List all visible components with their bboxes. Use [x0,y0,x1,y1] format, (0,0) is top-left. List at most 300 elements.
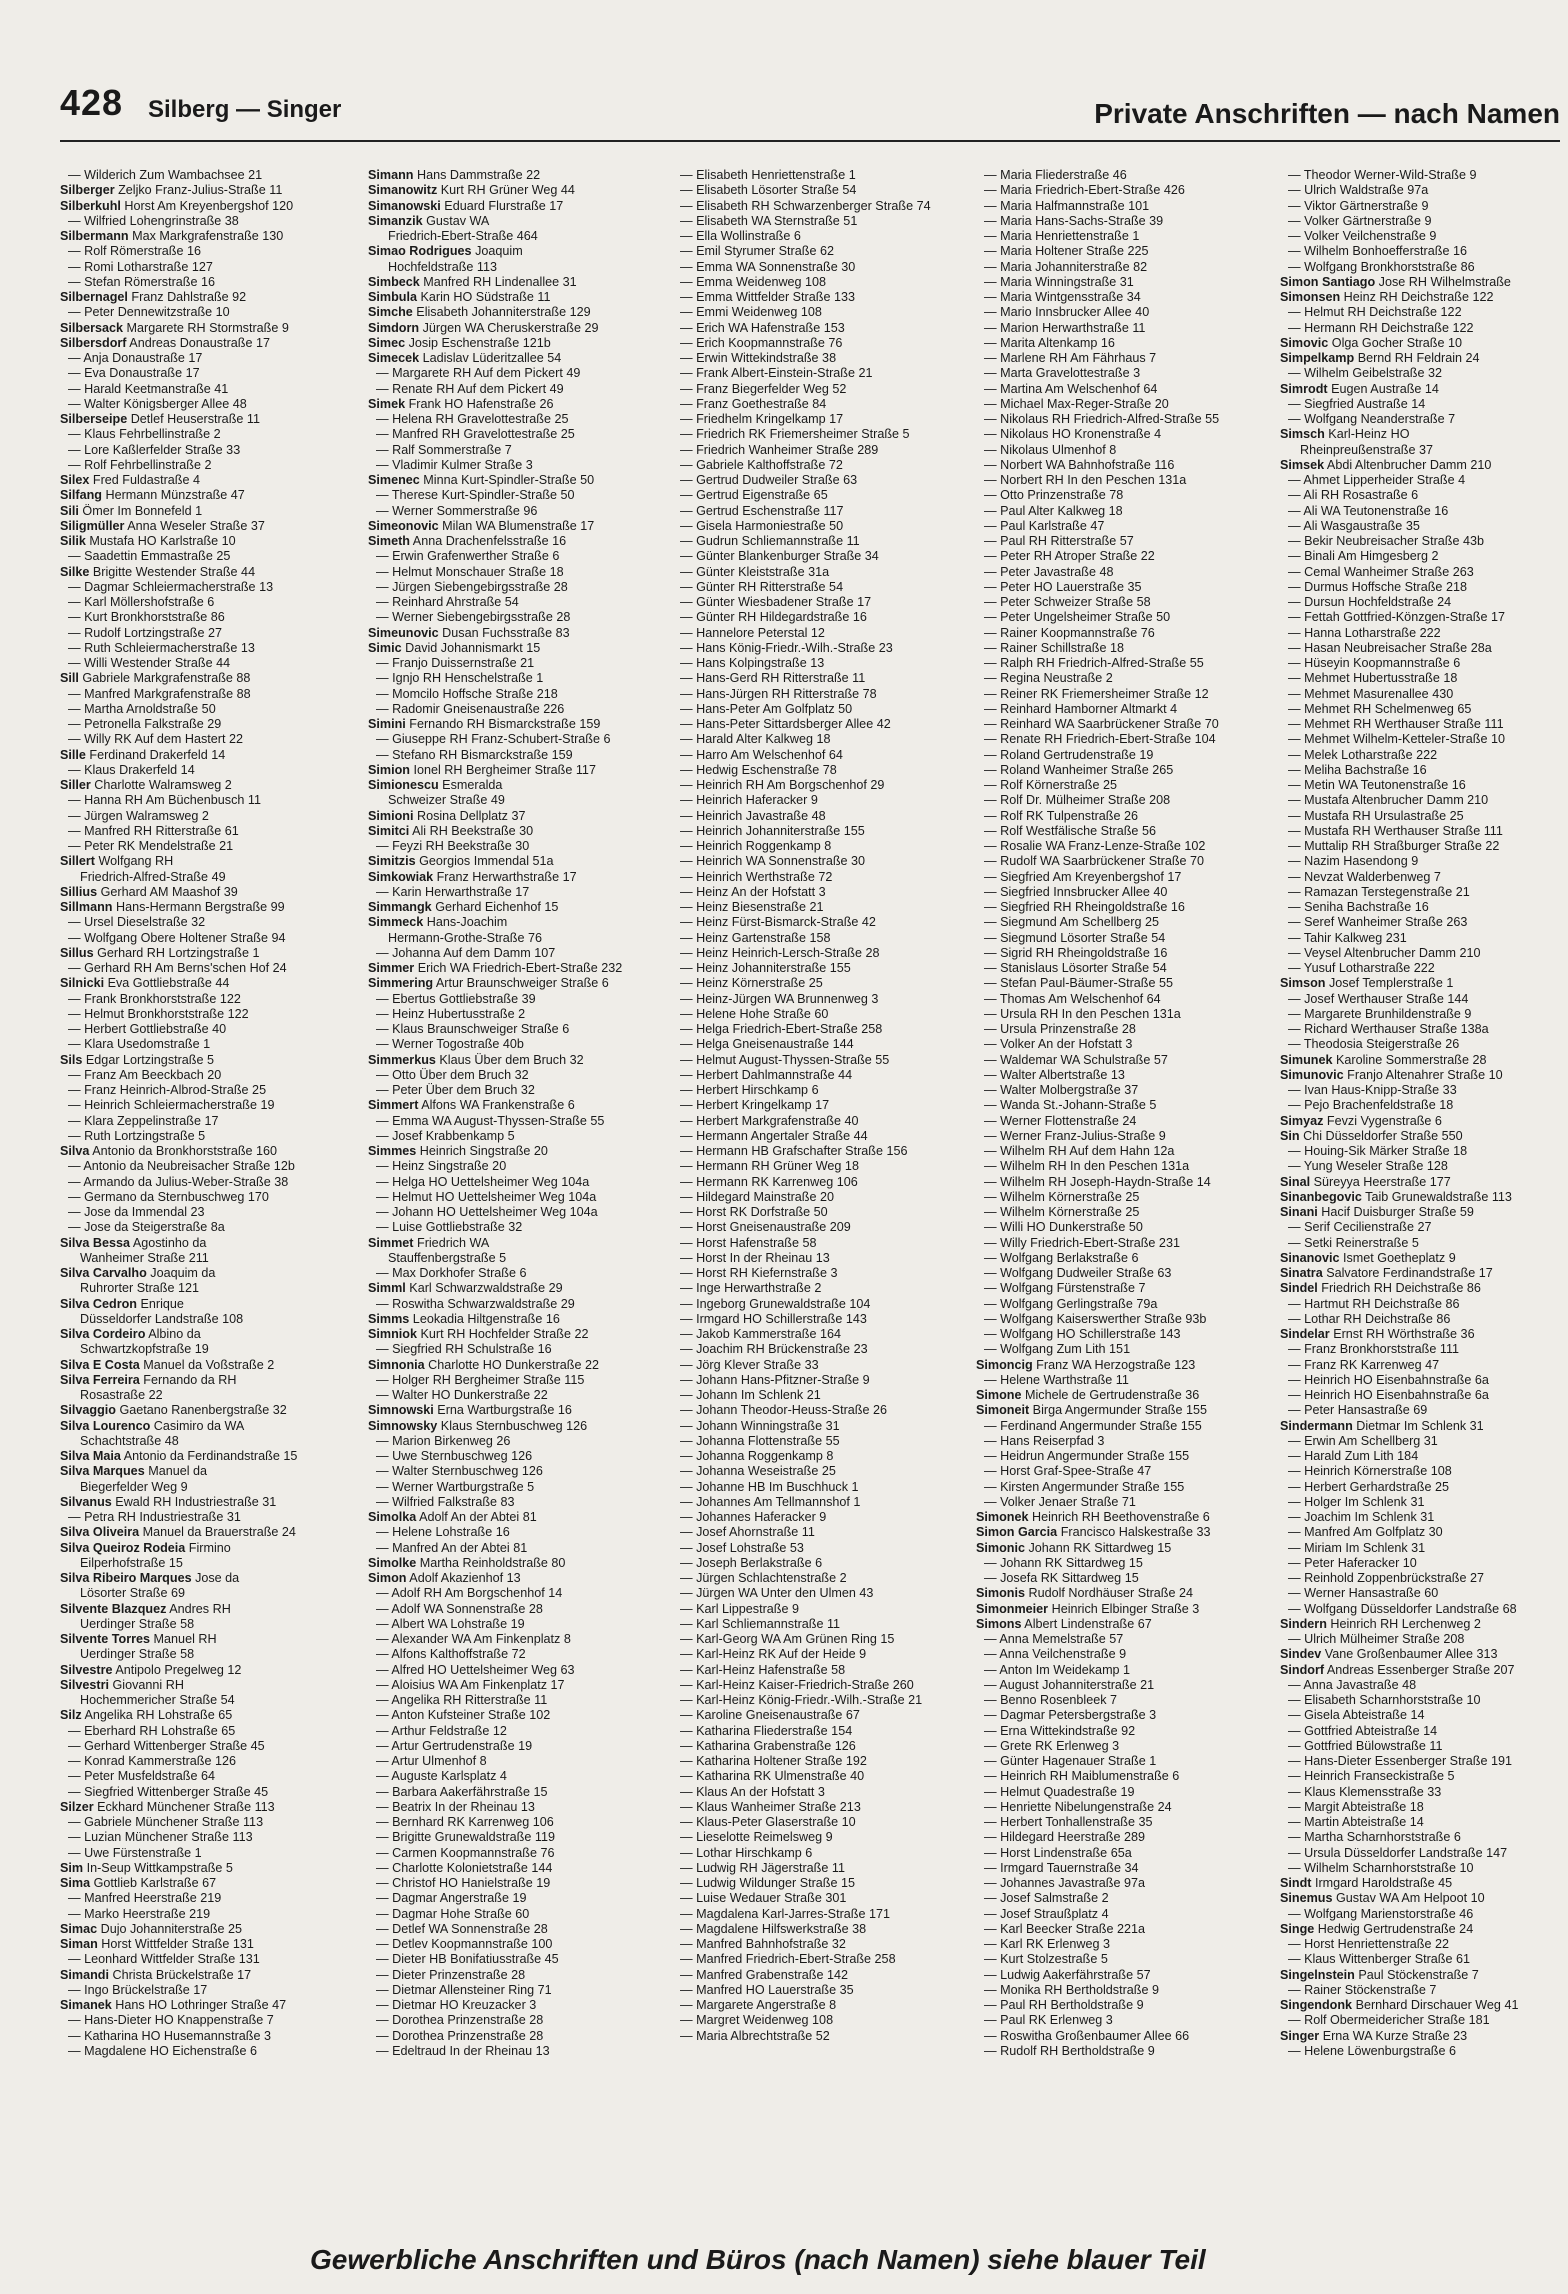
surname: Silbersdorf [60,335,127,350]
directory-entry: — Franz RK Karrenweg 47 [1288,1357,1440,1372]
directory-entry [60,1602,358,1617]
directory-entry: — Emmi Weidenweg 108 [680,305,822,320]
directory-entry: — Setki Reinerstraße 5 [1288,1235,1419,1250]
directory-entry: — Volker Jenaer Straße 71 [984,1494,1136,1509]
directory-entry [368,809,666,824]
directory-entry: — Heinz Heinrich-Lersch-Straße 28 [680,945,880,960]
surname: Simniok [368,1327,417,1341]
directory-entry [60,519,358,534]
directory-entry: — Ludwig Wildunger Straße 15 [680,1876,855,1890]
directory-entry: — Harald Keetmanstraße 41 [68,381,229,396]
directory-entry: — Magdalene HO Eichenstraße 6 [68,2043,257,2058]
directory-entry: — Hannelore Peterstal 12 [680,625,825,640]
directory-entry: — Johann Theodor-Heuss-Straße 26 [680,1403,887,1418]
directory-entry: — Hanna RH Am Büchenbusch 11 [68,793,261,808]
surname: Simitzis [368,854,416,869]
directory-entry: — Ursula RH In den Peschen 131a [984,1006,1181,1021]
directory-entry: — Muttalip RH Straßburger Straße 22 [1288,839,1500,853]
directory-entry: — Heinrich Javastraße 48 [680,808,826,823]
directory-entry: — Siegmund Am Schellberg 25 [984,915,1160,930]
directory-entry: — Kurt Stolzestraße 5 [984,1952,1108,1967]
directory-entry [368,351,666,366]
directory-entry [1280,1053,1560,1068]
directory-entry: — Romi Lotharstraße 127 [68,259,213,274]
directory-entry: — Gottfried Bülowstraße 11 [1288,1738,1443,1753]
entry-details: Taib Grunewaldstraße 113 [1361,1189,1512,1204]
surname: Sillmann [60,900,113,914]
surname: Simionescu [368,778,439,792]
directory-entry [368,626,666,641]
surname: Sinanbegovic [1280,1189,1362,1204]
directory-entry [976,1388,1274,1403]
directory-entry: — Tahir Kalkweg 231 [1288,930,1407,945]
entry-details: Antipolo Pregelweg 12 [112,1662,242,1677]
directory-entry: Stauffenbergstraße 5 [388,1250,507,1265]
directory-entry: — Wolfgang Obere Holtener Straße 94 [68,930,286,945]
directory-entry: — Nevzat Walderbenweg 7 [1288,869,1441,884]
directory-entry: — Herbert Tonhallenstraße 35 [984,1815,1153,1829]
directory-entry [60,1800,358,1815]
entry-details: Manuel da [144,1464,208,1479]
directory-entry: — Katharina Holtener Straße 192 [680,1754,867,1768]
directory-entry [1280,1205,1560,1220]
surname: Simnowsky [368,1418,438,1433]
directory-entry: — Wolfgang Düsseldorfer Landstraße 68 [1288,1601,1517,1616]
surname: Simche [368,305,413,320]
entry-details: Max Markgrafenstraße 130 [128,229,284,243]
entry-details: Eduard Flurstraße 17 [440,198,564,213]
directory-entry [368,1281,666,1296]
directory-entry: — Heidrun Angermunder Straße 155 [984,1449,1190,1463]
directory-entry: — Heinrich RH Am Borgschenhof 29 [680,778,885,792]
directory-entry: — Roland Gertrudenstraße 19 [984,747,1154,762]
entry-details: Manuel da Voßstraße 2 [139,1357,275,1372]
surname: Simmert [368,1098,419,1113]
directory-entry: — Roswitha Großenbaumer Allee 66 [984,2028,1190,2043]
directory-entry: — Friedrich RK Friemersheimer Straße 5 [680,427,910,442]
directory-entry [60,1937,358,1952]
directory-entry [60,1525,358,1540]
directory-entry: — Heinz Biesenstraße 21 [680,900,824,914]
surname: Simonek [976,1510,1029,1524]
directory-entry: — Miriam Im Schlenk 31 [1288,1540,1426,1555]
surname: Simon [368,1571,407,1585]
directory-entry: — Norbert WA Bahnhofstraße 116 [984,457,1175,472]
entry-details: Franz Herwarthstraße 17 [433,869,577,884]
directory-entry: — Heinrich HO Eisenbahnstraße 6a [1288,1372,1489,1387]
directory-entry: — Wolfgang Kaiserswerther Straße 93b [984,1311,1207,1326]
entry-details: Paul Stöckenstraße 7 [1354,1967,1479,1982]
directory-entry: — Rainer Koopmannstraße 76 [984,625,1155,640]
entry-details: Heinrich Singstraße 20 [416,1144,548,1158]
directory-entry: — Werner Siebengebirgsstraße 28 [376,610,571,625]
directory-entry: — Theodosia Steigerstraße 26 [1288,1037,1460,1052]
directory-entry: — Hartmut RH Deichstraße 86 [1288,1296,1460,1311]
directory-entry: — Martina Am Welschenhof 64 [984,381,1158,396]
directory-entry: — Jürgen Schlachtenstraße 2 [680,1571,847,1585]
directory-entry: — Mehmet RH Schelmenweg 65 [1288,701,1472,716]
entry-details: Giovanni RH [109,1677,184,1692]
surname: Silva Lourenco [60,1418,151,1433]
entry-details: Karin HO Südstraße 11 [417,290,551,304]
directory-entry: — Saadettin Emmastraße 25 [68,549,231,564]
entry-details: Alfons WA Frankenstraße 6 [418,1098,575,1113]
directory-entry [60,1708,358,1723]
entry-details: Hans-Joachim [423,915,508,930]
directory-entry [1280,976,1560,991]
directory-entry: — Detlev Koopmannstraße 100 [376,1937,553,1951]
entry-details: Jose RH Wilhelmstraße [1375,274,1511,289]
entry-details: Karoline Sommerstraße 28 [1332,1052,1487,1067]
entry-details: Olga Gocher Straße 10 [1328,335,1462,350]
entry-details: Heinz RH Deichstraße 122 [1340,290,1494,304]
entry-details: Charlotte Walramsweg 2 [90,778,232,792]
entry-details: David Johannismarkt 15 [401,640,541,655]
directory-entry: — Klara Usedomstraße 1 [68,1037,211,1052]
directory-entry [60,1571,358,1586]
directory-entry: — Carmen Koopmannstraße 76 [376,1845,555,1860]
directory-entry: — Herbert Markgrafenstraße 40 [680,1113,859,1128]
surname: Sin [1280,1128,1300,1143]
directory-entry: — Peter Musfeldstraße 64 [68,1769,215,1784]
directory-entry: — Karl Lippestraße 9 [680,1601,799,1616]
entry-details: Gerhard AM Maashof 39 [97,884,238,899]
directory-entry: — Dorothea Prinzenstraße 28 [376,2028,544,2043]
surname: Simons [976,1616,1022,1631]
directory-entry: Rosastraße 22 [80,1388,163,1402]
directory-entry: — Anton Im Weidekamp 1 [984,1662,1131,1677]
directory-entry [60,412,358,427]
directory-entry: — Bekir Neubreisacher Straße 43b [1288,534,1484,548]
surname: Silva Cordeiro [60,1327,146,1341]
directory-entry: — Otto Über dem Bruch 32 [376,1067,529,1082]
directory-entry [1280,351,1560,366]
directory-entry: — Walter Königsberger Allee 48 [68,396,247,411]
directory-entry: — Ralph RH Friedrich-Alfred-Straße 55 [984,656,1204,670]
directory-entry: — Hermann RK Karrenweg 106 [680,1174,858,1189]
entry-details: Elisabeth Johanniterstraße 129 [412,305,591,320]
surname: Simecek [368,351,420,365]
directory-entry: — Ignjo RH Henschelstraße 1 [376,671,544,686]
directory-entry: — Wilfried Falkstraße 83 [376,1494,515,1509]
surname: Silzer [60,1799,94,1814]
directory-entry: — Arthur Feldstraße 12 [376,1723,507,1738]
entry-details: Dusan Fuchsstraße 83 [438,625,570,640]
directory-entry: — Klaus Wanheimer Straße 213 [680,1799,861,1814]
entry-details: Eckhard Münchener Straße 113 [93,1799,275,1814]
directory-entry: — Heinrich WA Sonnenstraße 30 [680,854,866,869]
entry-details: Friedrich WA [413,1235,490,1250]
directory-entry: — Ali WA Teutonenstraße 16 [1288,503,1449,518]
directory-entry: — Rainer Stöckenstraße 7 [1288,1982,1437,1997]
directory-entry: — Volker Veilchenstraße 9 [1288,229,1437,243]
surname: Sindev [1280,1647,1322,1662]
directory-entry [368,168,666,183]
entry-details: Süreyya Heerstraße 177 [1310,1174,1451,1189]
directory-entry: — Helga Gneisenaustraße 144 [680,1037,854,1052]
directory-entry: — Maria Halfmannstraße 101 [984,198,1150,213]
directory-entry: — Grete RK Erlenweg 3 [984,1738,1120,1753]
directory-entry [368,1403,666,1418]
entry-details: Gerhard Eichenhof 15 [431,900,559,914]
surname: Simunovic [1280,1067,1344,1082]
surname: Simao Rodrigues [368,244,472,259]
directory-entry: — Katharina Fliederstraße 154 [680,1723,853,1738]
directory-entry [60,671,358,686]
directory-entry [1280,1647,1560,1662]
directory-entry: — Walter Sternbuschweg 126 [376,1464,543,1479]
entry-details: Bernhard Dirschauer Weg 41 [1352,1998,1519,2012]
directory-entry: Wanheimer Straße 211 [80,1250,209,1265]
directory-entry: — Heinrich Haferacker 9 [680,793,818,808]
directory-entry: — Joachim RH Brückenstraße 23 [680,1342,868,1357]
surname: Simsek [1280,457,1325,472]
directory-entry: — Erich WA Hafenstraße 153 [680,320,845,335]
directory-entry: — Gisela Abteistraße 14 [1288,1708,1425,1723]
directory-entry: — Elisabeth WA Sternstraße 51 [680,213,858,228]
directory-entry: — Albert WA Lohstraße 19 [376,1616,525,1631]
entry-details: Adolf An der Abtei 81 [416,1510,537,1524]
directory-entry [1280,1114,1560,1129]
directory-entry: Hochfeldstraße 113 [388,259,497,274]
directory-entry: — Dagmar Petersbergstraße 3 [984,1708,1157,1723]
entry-details: Manuel RH [150,1632,217,1646]
directory-entry: — Hans Kolpingstraße 13 [680,656,825,670]
directory-entry: — Johanna Weseistraße 25 [680,1464,836,1479]
entry-details: Franz WA Herzogstraße 123 [1032,1357,1196,1372]
surname: Simeth [368,534,410,548]
directory-entry: — Manfred Bahnhofstraße 32 [680,1937,846,1951]
directory-entry: — Thomas Am Welschenhof 64 [984,991,1161,1006]
directory-entry: — Ulrich Mülheimer Straße 208 [1288,1632,1465,1646]
directory-entry: — Ruth Lortzingstraße 5 [68,1128,206,1143]
surname: Simbeck [368,274,420,289]
directory-entry: Schweizer Straße 49 [388,793,505,808]
directory-entry [60,534,358,549]
surname: Simmangk [368,900,432,914]
directory-entry [60,1373,358,1388]
directory-entry: — Wolfgang HO Schillerstraße 143 [984,1327,1181,1341]
directory-entry [60,183,358,198]
directory-entry: — Katharina Grabenstraße 126 [680,1738,856,1753]
directory-entry: — Erwin Am Schellberg 31 [1288,1433,1438,1448]
directory-entry: — Hasan Neubreisacher Straße 28a [1288,640,1492,655]
surname: Singer [1280,2028,1320,2043]
directory-entry: — Helmut HO Uettelsheimer Weg 104a [376,1189,597,1204]
surname: Simmering [368,976,434,991]
surname: Simolke [368,1555,417,1570]
entry-details: Albino da [145,1327,201,1341]
directory-entry: — Reinhold Zoppenbrückstraße 27 [1288,1571,1485,1585]
entry-details: Georgios Immendal 51a [415,854,554,869]
directory-entry: — Volker Gärtnerstraße 9 [1288,213,1432,228]
entry-details: Frank HO Hafenstraße 26 [405,396,554,411]
directory-entry: — Wilhelm Scharnhorststraße 10 [1288,1860,1474,1875]
directory-entry: — Anja Donaustraße 17 [68,351,203,365]
directory-entry: — Maria Johanniterstraße 82 [984,259,1148,274]
directory-entry: — Ferdinand Angermunder Straße 155 [984,1418,1202,1433]
surname: Simmer [368,961,415,975]
directory-entry: — Werner Sommerstraße 96 [376,503,538,518]
directory-entry: — Aloisius WA Am Finkenplatz 17 [376,1677,565,1692]
directory-entry: — Erna Wittekindstraße 92 [984,1723,1136,1738]
directory-entry: — Margarete Angerstraße 8 [680,1998,837,2012]
directory-entry: — Rolf Obermeidericher Straße 181 [1288,2013,1490,2028]
directory-entry: — Heinrich HO Eisenbahnstraße 6a [1288,1388,1489,1402]
directory-entry: — Meliha Bachstraße 16 [1288,762,1427,777]
surname: Simmes [368,1144,417,1158]
surname: Sille [60,747,86,762]
directory-entry [1280,1068,1560,1083]
surname: Simmet [368,1235,414,1250]
directory-entry: — Werner Togostraße 40b [376,1037,524,1052]
directory-entry: — Ursula Düsseldorfer Landstraße 147 [1288,1845,1508,1860]
directory-entry: — Emma Wittfelder Straße 133 [680,290,855,304]
directory-entry: — Wilhelm Körnerstraße 25 [984,1205,1140,1219]
surname: Silberkuhl [60,198,121,213]
directory-entry: — Heinz Körnerstraße 25 [680,976,823,991]
directory-entry: — Adolf WA Sonnenstraße 28 [376,1601,543,1616]
surname: Silbersack [60,320,124,335]
entry-details: Gaetano Ranenbergstraße 32 [115,1403,287,1418]
entry-details: Irmgard Haroldstraße 45 [1311,1876,1453,1890]
directory-entry: — Friedhelm Kringelkamp 17 [680,412,844,426]
directory-entry: — Magdalena Karl-Jarres-Straße 171 [680,1906,890,1921]
directory-entry: — Melek Lotharstraße 222 [1288,747,1438,762]
directory-entry [60,504,358,519]
directory-entry [368,763,666,778]
surname: Silbermann [60,229,129,243]
directory-entry: — Maria Winningstraße 31 [984,274,1134,289]
entry-details: Enrique [136,1296,184,1311]
directory-entry: — Emma Weidenweg 108 [680,274,827,289]
directory-entry: — Karl-Heinz Hafenstraße 58 [680,1662,846,1677]
directory-entry: — Wolfgang Dudweiler Straße 63 [984,1266,1172,1280]
directory-entry: — Marlene RH Am Fährhaus 7 [984,351,1157,365]
directory-entry [60,199,358,214]
directory-entry: — Manfred RH Ritterstraße 61 [68,823,239,838]
entry-details: Joaquim da [146,1266,216,1280]
directory-entry: — Heinz Gartenstraße 158 [680,930,831,945]
surname: Simanowski [368,198,441,213]
directory-entry: Schachtstraße 48 [80,1433,179,1448]
directory-entry: — Jürgen Siebengebirgsstraße 28 [376,579,568,594]
directory-entry: — Ursula Prinzenstraße 28 [984,1022,1136,1036]
directory-entry: — Emil Styrumer Straße 62 [680,244,834,259]
directory-entry: — Dieter Prinzenstraße 28 [376,1967,526,1982]
surname: Silz [60,1708,82,1723]
entry-details: Joaquim [471,244,523,259]
entry-details: Gustav WA [422,213,490,228]
entry-details: Artur Braunschweiger Straße 6 [433,976,609,991]
directory-entry: — Dagmar Hohe Straße 60 [376,1906,530,1921]
directory-entry: — Siegfried Am Kreyenbergshof 17 [984,869,1182,884]
directory-entry: — Horst In der Rheinau 13 [680,1250,830,1265]
directory-entry [1280,1876,1560,1891]
surname: Sill [60,671,79,686]
directory-entry: — Barbara Aakerfährstraße 15 [376,1784,548,1799]
directory-entry: — Yusuf Lotharstraße 222 [1288,961,1435,975]
entry-details: Ladislav Lüderitzallee 54 [419,351,562,365]
directory-entry: — Ulrich Waldstraße 97a [1288,183,1429,198]
directory-entry: Hermann-Grothe-Straße 76 [388,930,542,945]
surname: Simbula [368,290,417,304]
directory-entry: — Josef Lohstraße 53 [680,1540,804,1555]
surname: Simann [368,168,414,182]
directory-entry: — Rolf Körnerstraße 25 [984,778,1117,792]
directory-entry [60,565,358,580]
directory-entry: — Manfred Am Golfplatz 30 [1288,1525,1443,1540]
directory-entry: — Hermann RH Grüner Weg 18 [680,1159,859,1174]
directory-entry [368,1053,666,1068]
directory-entry: — Maria Henriettenstraße 1 [984,229,1140,243]
directory-entry: — Anton Kufsteiner Straße 102 [376,1708,551,1723]
directory-entry: — Artur Ulmenhof 8 [376,1754,487,1768]
directory-entry: — Ursel Dieselstraße 32 [68,915,206,930]
directory-entry [60,1876,358,1891]
directory-entry: — Heinz Johanniterstraße 155 [680,961,851,975]
directory-entry: — Johanne HB Im Buschhuck 1 [680,1479,859,1494]
directory-entry: — Lieselotte Reimelsweg 9 [680,1830,833,1845]
surname: Silvente Torres [60,1632,151,1646]
directory-entry: — Hermann HB Grafschafter Straße 156 [680,1144,908,1158]
surname: Simml [368,1281,406,1296]
directory-entry [60,488,358,503]
directory-entry: — Angelika RH Ritterstraße 11 [376,1693,548,1707]
directory-entry [1280,290,1560,305]
directory-entry: — Rolf Westfälische Straße 56 [984,823,1156,838]
surname: Simion [368,762,410,777]
directory-entry [368,275,666,290]
directory-entry: — Helene Lohstraße 16 [376,1525,510,1540]
directory-entry: — Katharina RK Ulmenstraße 40 [680,1769,865,1784]
entry-details: Ernst RH Wörthstraße 36 [1329,1327,1475,1341]
directory-entry: — Wolfgang Neanderstraße 7 [1288,412,1456,426]
directory-entry: — Fettah Gottfried-Könzgen-Straße 17 [1288,610,1505,625]
directory-entry: — Herbert Dahlmannstraße 44 [680,1067,853,1082]
directory-entry: — Klaus Braunschweiger Straße 6 [376,1022,570,1036]
directory-entry: — Hildegard Mainstraße 20 [680,1189,834,1204]
directory-entry: — Lore Kaßlerfelder Straße 33 [68,442,241,457]
directory-entry: — Franz Bronkhorststraße 111 [1288,1342,1460,1357]
directory-entry: — Hildegard Heerstraße 289 [984,1830,1145,1845]
directory-entry: — Stefan Römerstraße 16 [68,274,215,289]
directory-entry: — Gisela Harmoniestraße 50 [680,518,844,533]
directory-entry [60,1403,358,1418]
entry-details: Antonio da Ferdinandstraße 15 [120,1449,298,1463]
directory-entry: — Erwin Grafenwerther Straße 6 [376,549,560,564]
directory-entry: — Gertrud Dudweiler Straße 63 [680,473,858,487]
directory-entry [60,1922,358,1937]
directory-entry: — Herbert Gottliebstraße 40 [68,1022,227,1036]
directory-entry: — Marion Herwarthstraße 11 [984,320,1146,335]
directory-entry: — Franz Am Beeckbach 20 [68,1067,222,1082]
entry-details: Eugen Austraße 14 [1327,381,1439,396]
directory-entry [368,1358,666,1373]
surname: Silva Oliveira [60,1525,140,1540]
directory-entry [368,915,666,930]
directory-entry: — Johann Im Schlenk 21 [680,1388,821,1402]
directory-entry: — Karl Möllershofstraße 6 [68,595,215,609]
directory-entry [1280,1998,1560,2013]
entry-details: Klaus Sternbuschweg 126 [437,1418,588,1433]
directory-entry: Uerdinger Straße 58 [80,1647,195,1662]
entry-details: Josip Eschenstraße 121b [405,335,551,350]
directory-entry: — Martha Arnoldstraße 50 [68,701,216,716]
surname: Simnowski [368,1403,434,1418]
directory-entry: — Herbert Gerhardstraße 25 [1288,1479,1449,1494]
surname: Silvaggio [60,1403,116,1418]
